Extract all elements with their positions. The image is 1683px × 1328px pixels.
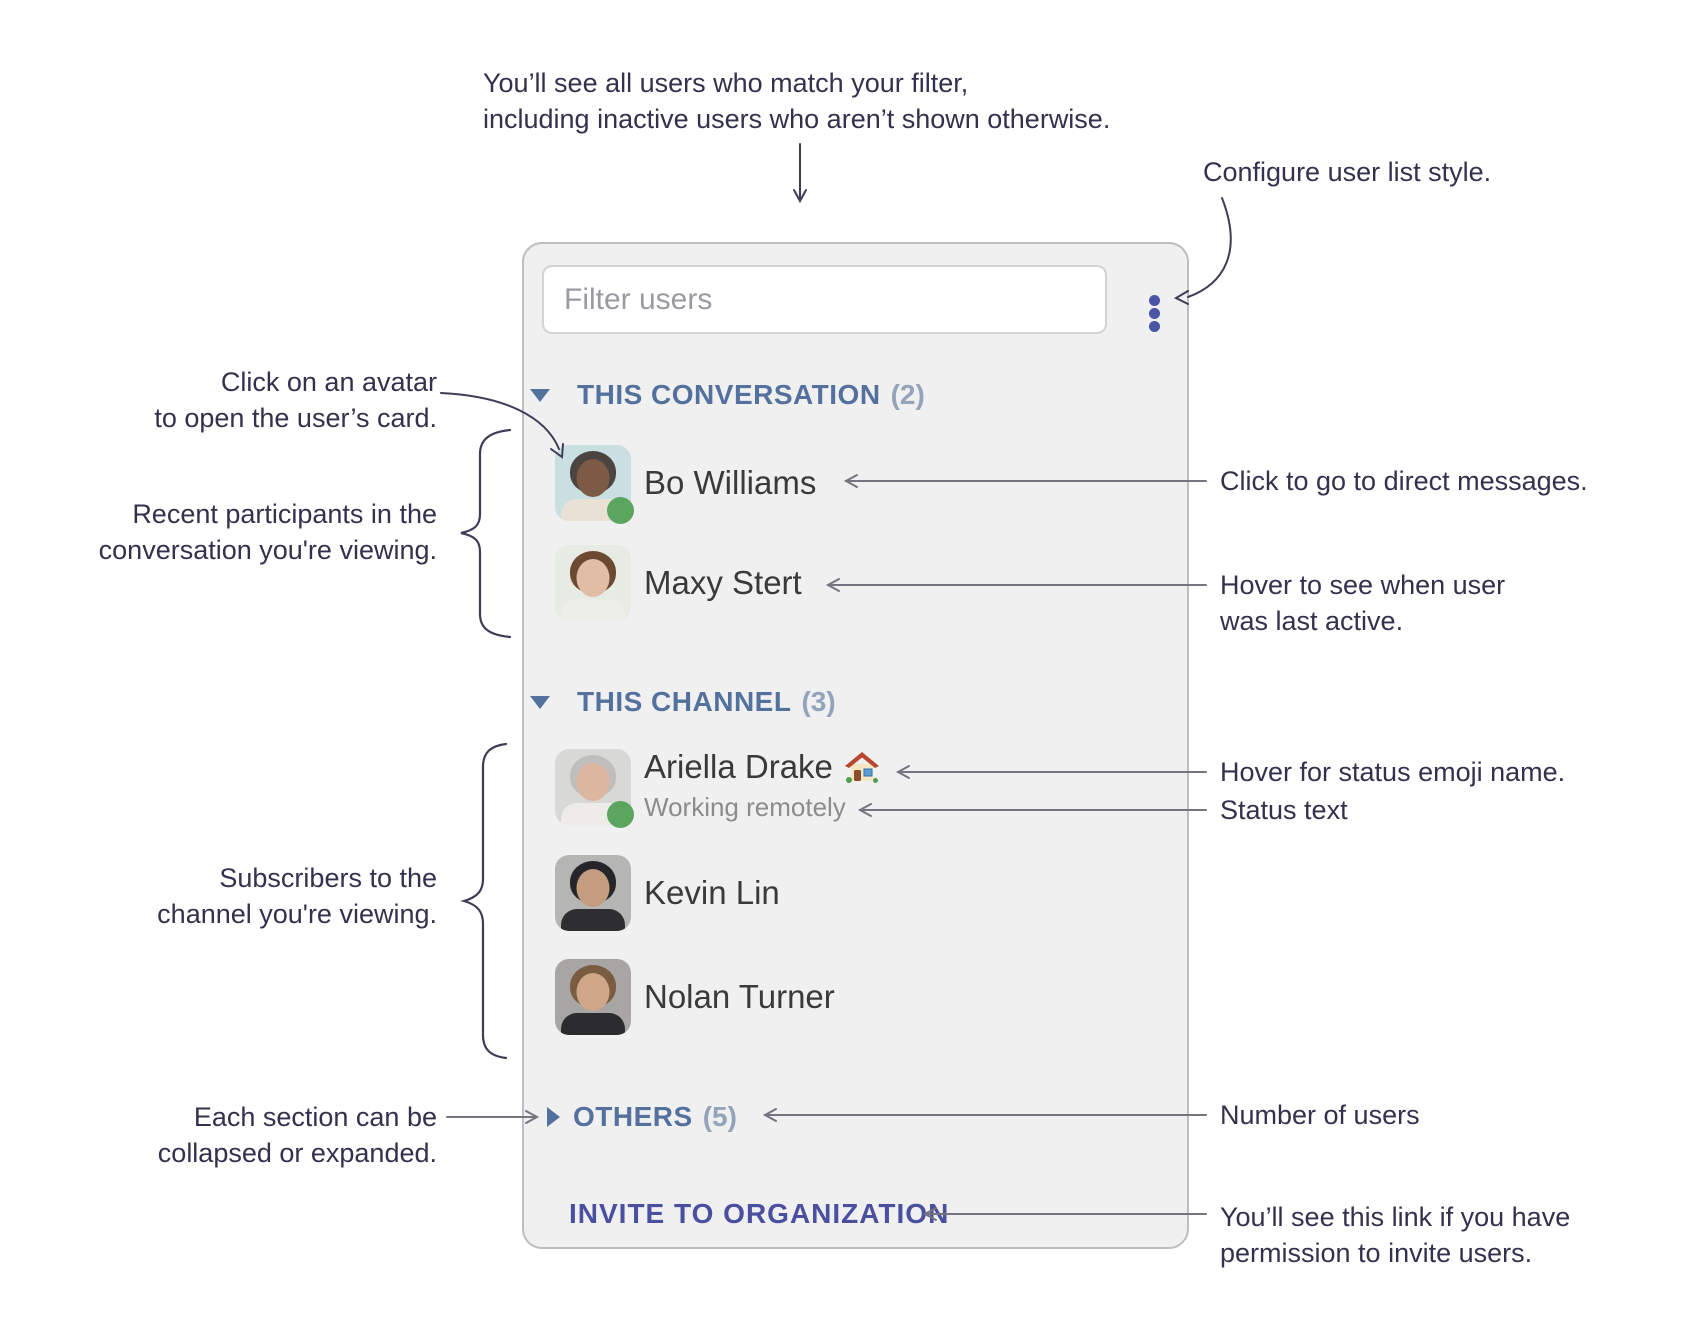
- annotation-direct-messages: [1220, 463, 1588, 499]
- annotation-line: collapsed or expanded.: [157, 1138, 437, 1168]
- annotation-line: Each section can be: [193, 1102, 437, 1132]
- chevron-down-icon: [530, 696, 550, 709]
- filter-users-input[interactable]: [542, 265, 1107, 334]
- annotation-line: Click on an avatar: [220, 367, 437, 397]
- user-name[interactable]: Nolan Turner: [644, 978, 835, 1015]
- section-label: THIS CHANNEL: [577, 686, 792, 717]
- presence-active-icon: [607, 497, 634, 524]
- annotation-line: was last active.: [1220, 606, 1404, 636]
- section-count: (2): [890, 379, 925, 410]
- chevron-right-icon: [547, 1107, 560, 1127]
- annotation-line: Click to go to direct messages.: [1220, 466, 1588, 496]
- section-count: (5): [702, 1101, 737, 1132]
- user-status-text: Working remotely: [644, 792, 846, 822]
- section-header-conversation[interactable]: [530, 378, 925, 412]
- presence-active-icon: [607, 801, 634, 828]
- invite-to-organization-link[interactable]: INVITE TO ORGANIZATION: [569, 1198, 950, 1229]
- avatar[interactable]: [555, 855, 631, 931]
- avatar[interactable]: [555, 445, 631, 521]
- annotation-configure-style: [1203, 154, 1491, 190]
- annotation-avatar-card: [154, 364, 437, 436]
- annotation-last-active: [1220, 567, 1505, 639]
- user-row[interactable]: [524, 749, 1187, 825]
- annotation-collapse-expand: [158, 1099, 437, 1171]
- annotation-subscribers: [157, 860, 437, 932]
- annotation-filter-results: [483, 65, 1110, 137]
- annotation-line: channel you're viewing.: [157, 899, 437, 929]
- annotation-line: Hover to see when user: [1220, 570, 1506, 600]
- annotation-line: Number of users: [1220, 1100, 1420, 1130]
- annotation-invite-permission: [1220, 1199, 1570, 1271]
- annotation-line: Recent participants in the: [132, 499, 437, 529]
- house-icon: [844, 751, 880, 783]
- section-label: THIS CONVERSATION: [577, 379, 881, 410]
- annotation-line: including inactive users who aren’t shown otherwise.: [483, 104, 1111, 134]
- annotation-line: You’ll see all users who match your filter,: [483, 68, 969, 98]
- chevron-down-icon: [530, 389, 550, 402]
- kebab-menu-icon[interactable]: [1143, 280, 1165, 346]
- annotation-status-text: [1220, 792, 1348, 828]
- user-name[interactable]: Kevin Lin: [644, 874, 780, 911]
- annotation-line: to open the user’s card.: [154, 403, 437, 433]
- user-row[interactable]: [524, 545, 1187, 621]
- annotation-status-emoji: [1220, 754, 1565, 790]
- user-list-panel: [522, 242, 1189, 1249]
- kebab-dot: [1149, 295, 1160, 306]
- annotation-line: permission to invite users.: [1220, 1238, 1533, 1268]
- avatar-image: [555, 855, 631, 931]
- user-row[interactable]: [524, 445, 1187, 521]
- section-header-others[interactable]: [547, 1100, 737, 1134]
- avatar[interactable]: [555, 959, 631, 1035]
- avatar[interactable]: [555, 749, 631, 825]
- user-name[interactable]: Maxy Stert: [644, 564, 802, 601]
- arrow-to-kebab: [1188, 198, 1231, 297]
- user-row[interactable]: [524, 959, 1187, 1035]
- user-row[interactable]: [524, 855, 1187, 931]
- annotation-line: Hover for status emoji name.: [1220, 757, 1566, 787]
- kebab-dot: [1149, 321, 1160, 332]
- annotation-line: You’ll see this link if you have: [1220, 1202, 1571, 1232]
- user-name[interactable]: Ariella Drake: [644, 748, 833, 785]
- section-header-channel[interactable]: [530, 685, 836, 719]
- user-name[interactable]: Bo Williams: [644, 464, 817, 501]
- annotation-line: Status text: [1220, 795, 1348, 825]
- avatar-image: [555, 545, 631, 621]
- annotation-number-of-users: [1220, 1097, 1420, 1133]
- section-label: OTHERS: [573, 1101, 693, 1132]
- annotation-line: conversation you're viewing.: [98, 535, 437, 565]
- section-count: (3): [801, 686, 836, 717]
- avatar-image: [555, 959, 631, 1035]
- annotation-recent-participants: [99, 496, 437, 568]
- annotation-line: Configure user list style.: [1203, 157, 1492, 187]
- kebab-dot: [1149, 308, 1160, 319]
- annotation-line: Subscribers to the: [219, 863, 437, 893]
- brace-channel: [464, 744, 506, 1058]
- avatar[interactable]: [555, 545, 631, 621]
- brace-conversation: [461, 430, 510, 637]
